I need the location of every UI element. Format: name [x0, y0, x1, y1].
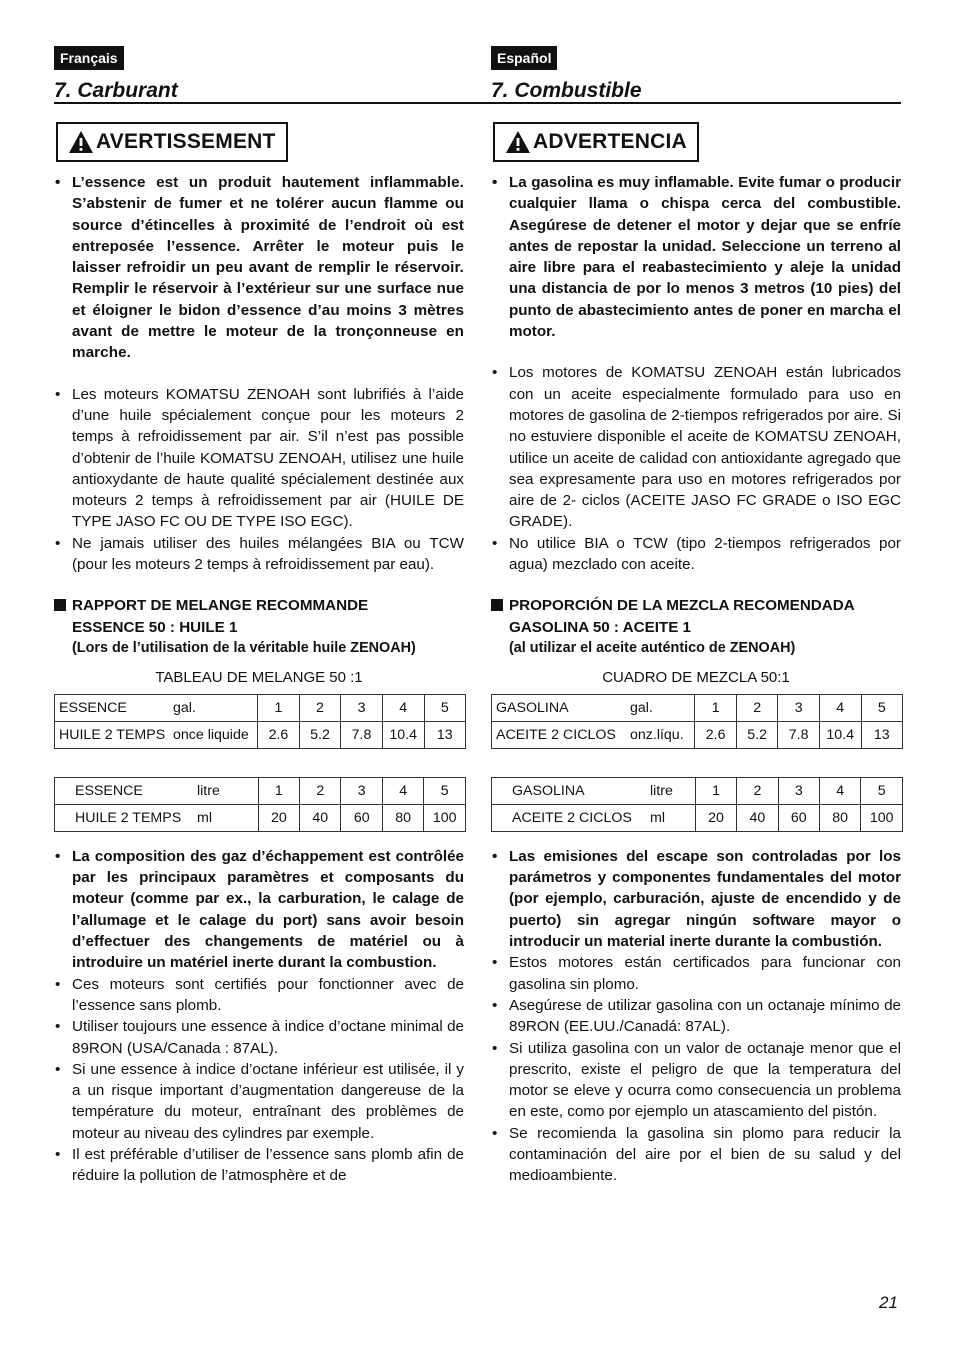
warning-text: • L’essence est un produit hautement inflammable. S’abstenir de fumer et ne tolérer aucun flamme ou source d’étincelles à proximité de l’endroit où est entreposée l’essence. Arrêter le moteur puis le laisser refroidir un peu avant de remplir le réservoir. Remplir le réservoir à l’extérieur sur une surface nue et éloigner le bidon d’essence d’au moins 3 mètres avant de mettre le moteur de la tronçonneuse en marche.	[54, 172, 464, 364]
table-row	[55, 694, 466, 721]
table-cell: 2	[299, 694, 341, 721]
table-row	[492, 694, 903, 721]
table-row	[55, 777, 466, 804]
list-item: • Estos motores están certificados para funcionar con gasolina sin plomo.	[491, 952, 901, 995]
warning-label: AVERTISSEMENT	[96, 130, 276, 153]
list-item: • Se recomienda la gasolina sin plomo para reducir la contaminación del aire por el bien de su salud y del medioambiente.	[491, 1123, 901, 1187]
table-cell: 5.2	[299, 721, 341, 748]
list-item: • Utiliser toujours une essence à indice d’octane minimal de 89RON (USA/Canada : 87AL).	[54, 1016, 464, 1059]
oil-list	[54, 384, 464, 576]
table-cell: 2.6	[258, 721, 300, 748]
table-label-cell: ESSENCE litre	[55, 777, 259, 804]
language-tag: Español	[491, 46, 557, 70]
warning-triangle-icon	[505, 130, 531, 154]
language-tag: Français	[54, 46, 124, 70]
table-cell: 5	[424, 777, 466, 804]
table-row	[492, 777, 903, 804]
mix-table-litres	[54, 777, 466, 832]
table-cell: 4	[382, 777, 423, 804]
warning-list	[54, 172, 464, 364]
table-cell: 2	[736, 694, 777, 721]
table-cell: 2.6	[695, 721, 736, 748]
table-cell: 100	[861, 804, 903, 831]
warning-text: • La gasolina es muy inflamable. Evite fumar o producir cualquier llama o chispa cerca del combustible. Asegúrese de detener el motor y dejar que se enfríe antes de repostar la unidad. Seleccione un terreno al aire libre para el reabastecimiento y aleje la unidad una distancia de por lo menos 3 metros (10 pies) del punto de abastecimiento antes de poner en marcha el motor.	[491, 172, 901, 342]
list-item: • Les moteurs KOMATSU ZENOAH sont lubrifiés à l’aide d’une huile spécialement conçue pour les moteurs 2 temps à refroidissement par air. S’il n’est pas possible d’obtenir de l’huile KOMATSU ZENOAH, utilisez une huile antioxydante de haute qualité spécialement destinée aux moteurs 2 temps à refroidissement par air (HUILE DE TYPE JASO FC OU DE TYPE ISO EGC).	[54, 384, 464, 533]
warning-list	[491, 172, 901, 342]
mix-ratio-heading	[491, 595, 901, 660]
table-label-cell: HUILE 2 TEMPS ml	[55, 804, 259, 831]
table-row	[55, 721, 466, 748]
square-bullet-icon	[491, 599, 503, 611]
table-cell: 2	[737, 777, 778, 804]
table-cell: 3	[778, 694, 819, 721]
mix-table-litres	[491, 777, 903, 832]
table-label-cell: HUILE 2 TEMPS once liquide	[55, 721, 258, 748]
table-cell: 4	[820, 777, 861, 804]
table-cell: 7.8	[778, 721, 819, 748]
section-title: 7. Carburant	[54, 79, 178, 102]
mix-heading-note: (Lors de l’utilisation de la véritable huile ZENOAH)	[72, 640, 416, 657]
table-cell: 5	[861, 777, 903, 804]
table-cell: 13	[424, 721, 465, 748]
table-cell: 10.4	[819, 721, 861, 748]
warning-box	[56, 122, 288, 162]
mix-ratio-heading	[54, 595, 464, 660]
table-cell: 10.4	[382, 721, 424, 748]
list-item: • La composition des gaz d’échappement est contrôlée par les principaux paramètres et composants du moteur (comme par ex., la carburation, le calage de l’allumage et le calage du port) sans avoir besoin d’effectuer des changements de matériel ou à introduire un matériel inerte durant la combustion.	[54, 846, 464, 974]
list-item: • Si utiliza gasolina con un valor de octanaje menor que el prescrito, existe el peligro de que la temperatura del motor se eleve y ocurra como consecuencia un problema en este, como por ejemplo un atascamiento del pistón.	[491, 1038, 901, 1123]
table-cell: 60	[778, 804, 819, 831]
section-title: 7. Combustible	[491, 79, 642, 102]
table-cell: 5.2	[736, 721, 777, 748]
mix-table-gallons	[491, 694, 903, 749]
table-cell: 4	[819, 694, 861, 721]
emission-list	[491, 846, 901, 1187]
warning-box	[493, 122, 699, 162]
warning-label: ADVERTENCIA	[533, 130, 687, 153]
table-cell: 4	[382, 694, 424, 721]
mix-heading-line: GASOLINA 50 : ACEITE 1	[509, 618, 691, 636]
table-label-cell: ESSENCE gal.	[55, 694, 258, 721]
table-label-cell: GASOLINA litre	[492, 777, 696, 804]
mix-heading-line: ESSENCE 50 : HUILE 1	[72, 618, 238, 636]
french-column	[54, 46, 464, 1187]
oil-list	[491, 362, 901, 575]
emission-list	[54, 846, 464, 1187]
table-cell: 1	[258, 777, 299, 804]
mix-heading-line: RAPPORT DE MELANGE RECOMMANDE	[72, 597, 369, 615]
list-item: • Il est préférable d’utiliser de l’essence sans plomb afin de réduire la pollution de l’atmosphère et de	[54, 1144, 464, 1187]
table-cell: 80	[820, 804, 861, 831]
table-cell: 1	[695, 694, 736, 721]
table-cell: 20	[258, 804, 299, 831]
mix-heading-note: (al utilizar el aceite auténtico de ZENOAH)	[509, 640, 796, 657]
table-cell: 7.8	[341, 721, 383, 748]
list-item: • Asegúrese de utilizar gasolina con un octanaje mínimo de 89RON (EE.UU./Canadá: 87AL).	[491, 995, 901, 1038]
table-label-cell: ACEITE 2 CICLOS ml	[492, 804, 696, 831]
table-cell: 3	[778, 777, 819, 804]
table-cell: 60	[341, 804, 382, 831]
table-cell: 3	[341, 694, 383, 721]
table-cell: 2	[300, 777, 341, 804]
list-item: • Los motores de KOMATSU ZENOAH están lubricados con un aceite especialmente formulado para uso en motores de gasolina de 2-tiempos refrigerados por aire. Si no estuviere disponible el aceite de KOMATSU ZENOAH, utilice un aceite de calidad con antioxidante agregado que sea expresamente para uso en motores refrigerados por aire de 2- ciclos (ACEITE JASO FC GRADE o ISO EGC GRADE).	[491, 362, 901, 532]
table-caption: CUADRO DE MEZCLA 50:1	[602, 668, 790, 686]
list-item: • Ces moteurs sont certifiés pour fonctionner avec de l’essence sans plomb.	[54, 974, 464, 1017]
table-cell: 100	[424, 804, 466, 831]
list-item: • Las emisiones del escape son controladas por los parámetros y componentes fundamentales del motor (por ejemplo, carburación, ajuste de encendido y de puerto) sin agregar ningún software mayor o introducir un material inerte durante la combustión.	[491, 846, 901, 952]
mix-table-gallons	[54, 694, 466, 749]
list-item: • No utilice BIA o TCW (tipo 2-tiempos refrigerados por agua) mezclado con aceite.	[491, 533, 901, 576]
list-item: • Si une essence à indice d’octane inférieur est utilisée, il y a un risque important d’augmentation dangereuse de la température du moteur, entraînant des problèmes de moteur au niveau des cylindres par exemple.	[54, 1059, 464, 1144]
table-cell: 20	[695, 804, 736, 831]
table-cell: 40	[300, 804, 341, 831]
table-cell: 1	[695, 777, 736, 804]
table-row	[492, 721, 903, 748]
table-cell: 3	[341, 777, 382, 804]
table-cell: 1	[258, 694, 300, 721]
table-label-cell: ACEITE 2 CICLOS onz.líqu.	[492, 721, 695, 748]
table-cell: 5	[861, 694, 902, 721]
page-number: 21	[879, 1293, 898, 1312]
square-bullet-icon	[54, 599, 66, 611]
list-item: • Ne jamais utiliser des huiles mélangées BIA ou TCW (pour les moteurs 2 temps à refroidissement par eau).	[54, 533, 464, 576]
table-cell: 13	[861, 721, 902, 748]
table-row	[55, 804, 466, 831]
table-cell: 80	[382, 804, 423, 831]
warning-triangle-icon	[68, 130, 94, 154]
table-row	[492, 804, 903, 831]
table-cell: 40	[737, 804, 778, 831]
mix-heading-line: PROPORCIÓN DE LA MEZCLA RECOMENDADA	[509, 597, 855, 615]
table-caption: TABLEAU DE MELANGE 50 :1	[155, 668, 363, 686]
table-cell: 5	[424, 694, 465, 721]
table-label-cell: GASOLINA gal.	[492, 694, 695, 721]
spanish-column	[491, 46, 901, 1187]
